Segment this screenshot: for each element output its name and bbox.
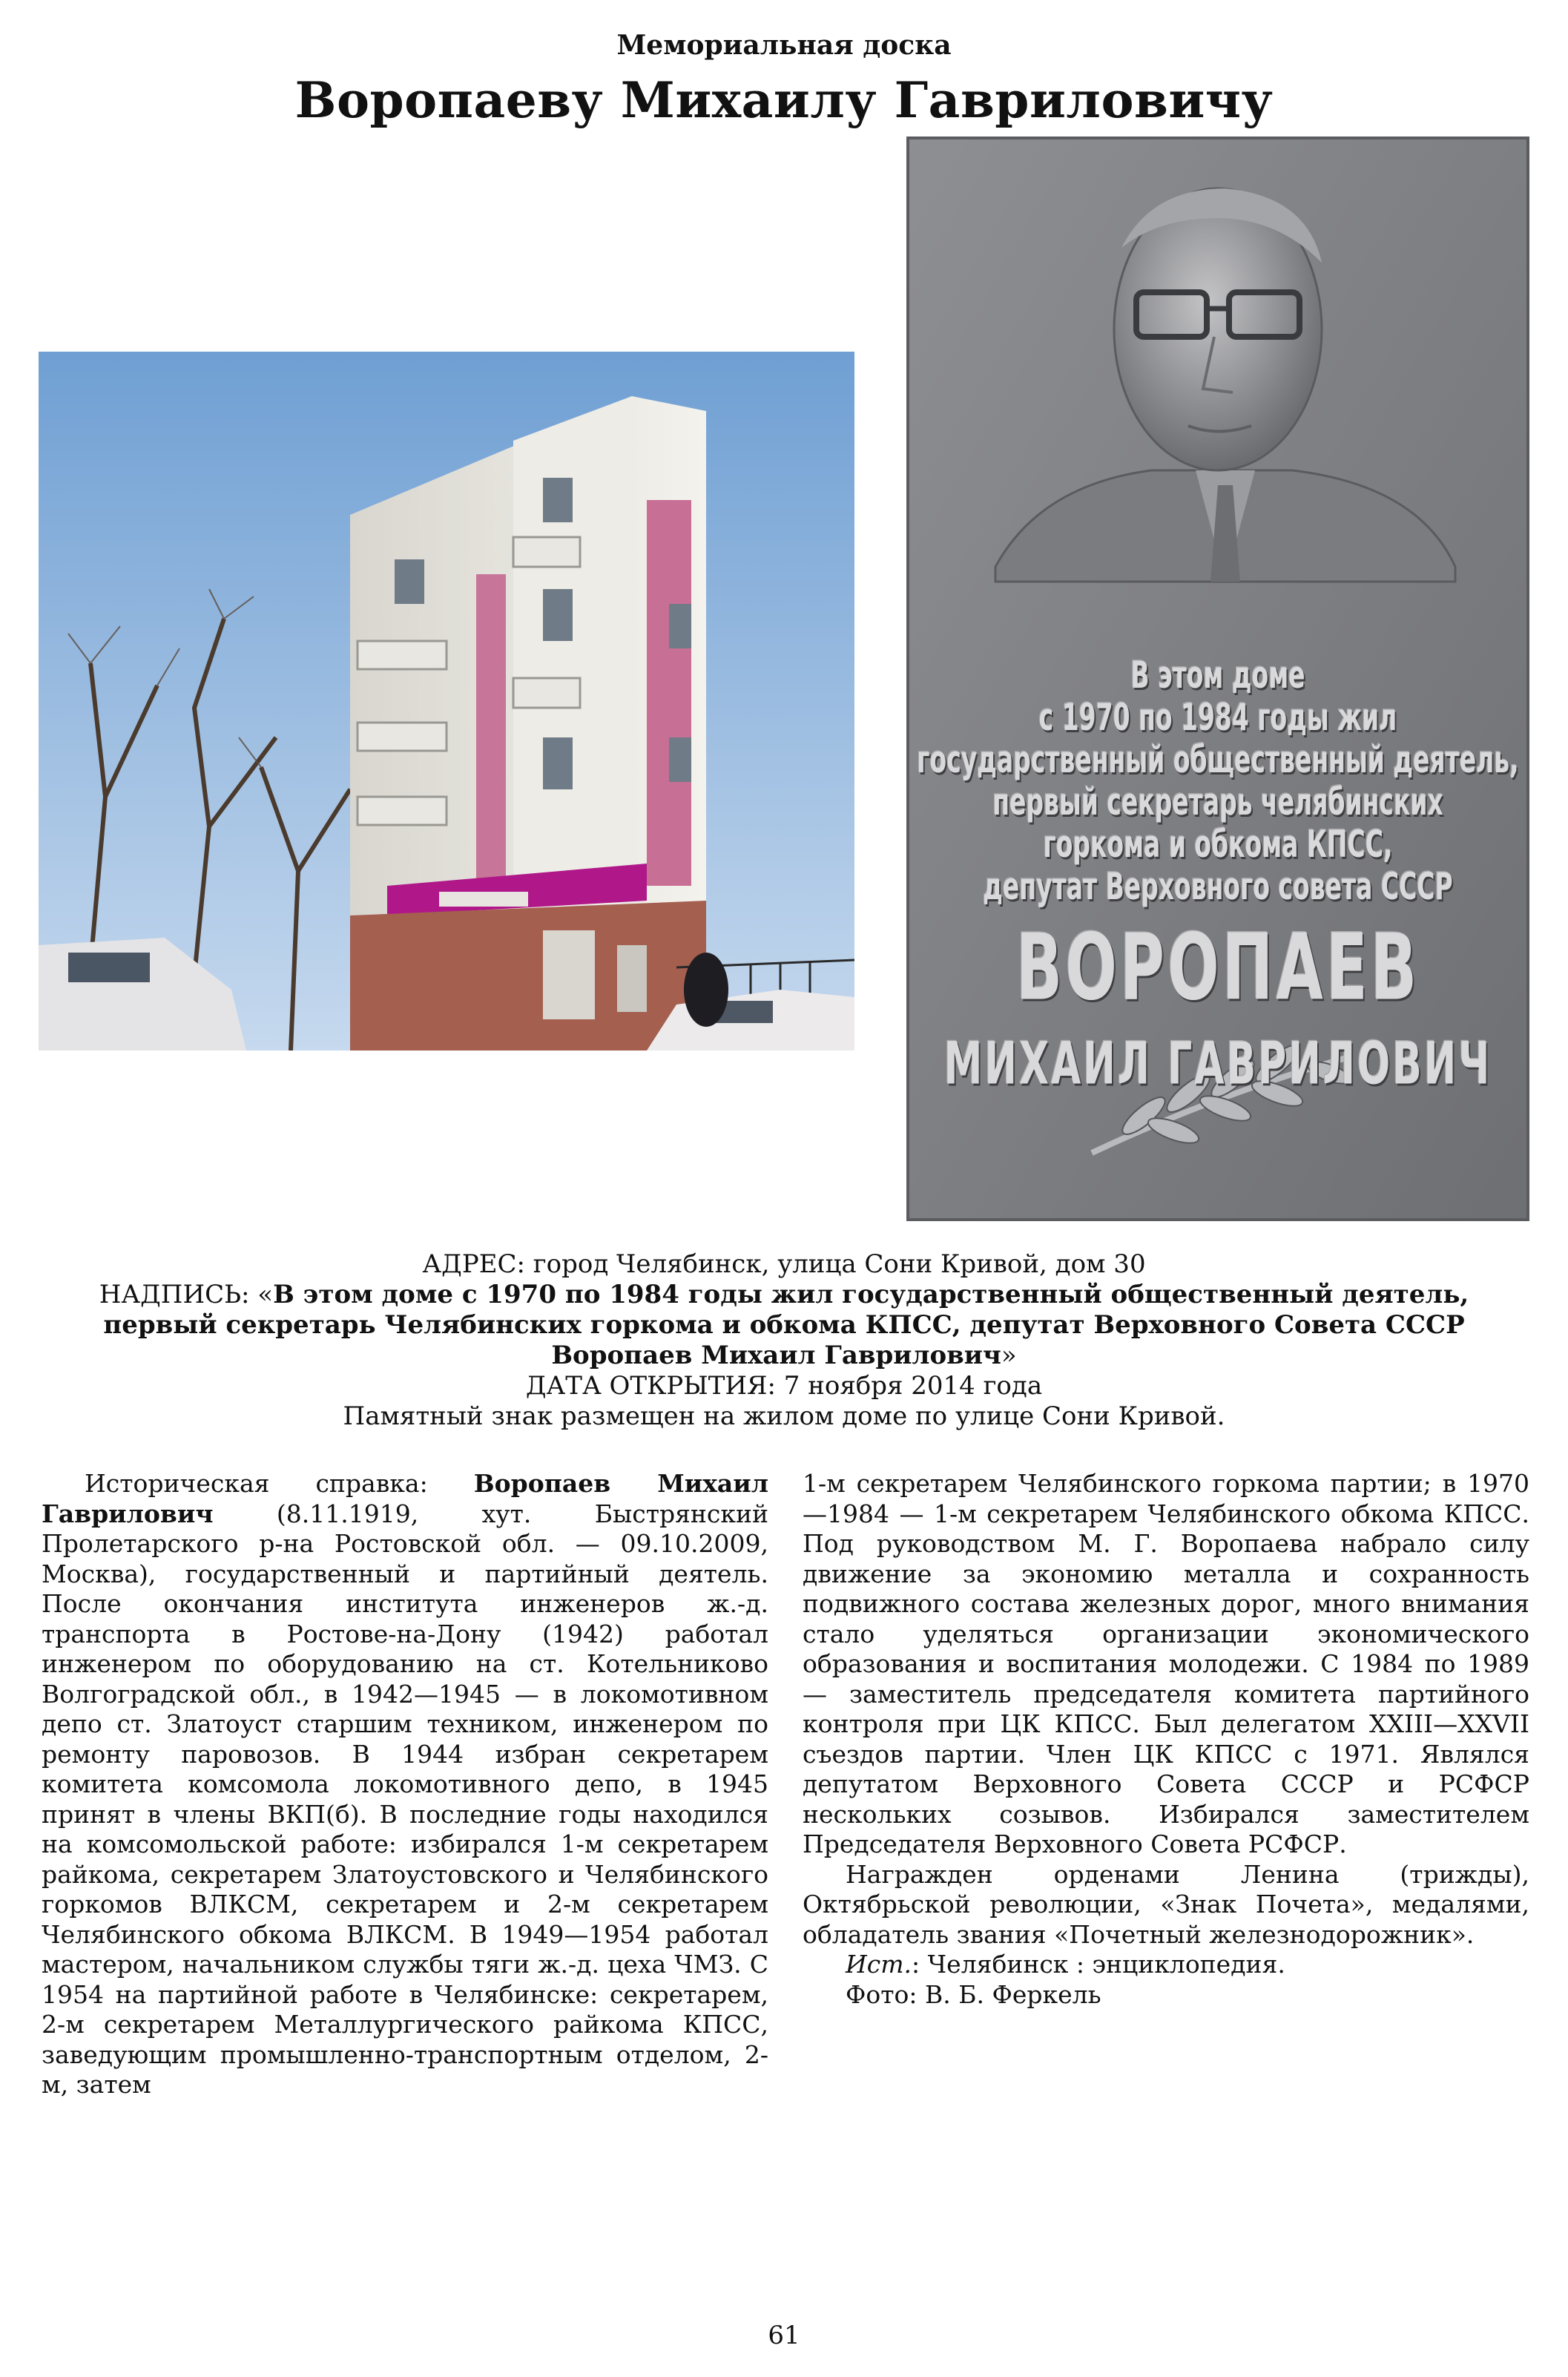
source-line	[803, 1950, 1529, 1980]
source-value: : Челябинск : энциклопедия.	[912, 1950, 1285, 1979]
address-label: АДРЕС:	[422, 1249, 525, 1279]
biography-name: Воропаев Михаил Гаврилович	[42, 1469, 769, 1528]
plaque-photo	[906, 137, 1529, 1221]
plaque-inscription	[906, 654, 1529, 908]
inscription-line	[0, 1341, 1568, 1371]
page-title: Воропаеву Михаилу Гавриловичу	[294, 71, 1274, 129]
plaque-line: горкома и обкома КПСС,	[1043, 822, 1393, 866]
plaque-line: В этом доме	[1130, 653, 1305, 697]
opening-date-line	[0, 1371, 1568, 1401]
biography-right-column	[803, 1469, 1529, 2010]
plaque-given-name: МИХАИЛ ГАВРИЛОВИЧ	[943, 1031, 1492, 1098]
biography-left-column	[42, 1469, 768, 2100]
biography-paragraph: 1-м секретарем Челябинского горкома партии; в 1970—1984 — 1-м секретарем Челябинского обкома КПСС. Под руководством М. Г. Воропаева набрало силу движение за экономию металла и сохранность подвижного состава железных дорог, много внимания стало уделяться организации экономического образования и воспитания молодежи. С 1984 по 1989 — заместитель председателя комитета партийного контроля при ЦК КПСС. Был делегатом XXIII—XXVII съездов партии. Член ЦК КПСС с 1971. Являлся депутатом Верховного Совета СССР и РСФСР нескольких созывов. Избирался заместителем Председателя Верховного Совета РСФСР.	[803, 1469, 1529, 1858]
biography-paragraph	[42, 1469, 768, 2100]
placement-note: Памятный знак размещен на жилом доме по улице Сони Кривой.	[343, 1401, 1225, 1431]
inscription-text-3: Воропаев Михаил Гаврилович	[551, 1341, 1001, 1370]
page-number: 61	[768, 2321, 800, 2350]
page-kicker: Мемориальная доска	[616, 30, 952, 61]
plaque-surname: ВОРОПАЕВ	[1015, 915, 1420, 1022]
plaque-line: депутат Верховного совета СССР	[983, 864, 1453, 908]
plaque-line: с 1970 по 1984 годы жил	[1038, 695, 1397, 739]
monument-info	[0, 1249, 1568, 1432]
inscription-line	[0, 1280, 1568, 1310]
address-value: город Челябинск, улица Сони Кривой, дом 30	[533, 1249, 1146, 1279]
date-label: ДАТА ОТКРЫТИЯ:	[525, 1371, 776, 1401]
biography-intro: Историческая справка:	[85, 1469, 428, 1498]
inscription-close: »	[1001, 1341, 1017, 1370]
inscription-text-2: первый секретарь Челябинских горкома и обкома КПСС, депутат Верховного Совета СССР	[103, 1310, 1465, 1340]
address-line	[0, 1249, 1568, 1280]
biography-text: (8.11.1919, хут. Быстрянский Пролетарского р-на Ростовской обл. — 09.10.2009, Москва), государственный и партийный деятель. После окончания института инженеров ж.-д. транспорта в Ростове-на-Дону (1942) работал инженером по оборудованию на ст. Котельниково Волгоградской обл., в 1942—1945 — в локомотивном депо ст. Златоуст старшим техником, инженером по ремонту паровозов. В 1944 избран секретарем комитета комсомола локомотивного депо, в 1945 принят в члены ВКП(б). В последние годы находился на комсомольской работе: избирался 1-м секретарем райкома, секретарем Златоустовского и Челябинского горкомов ВЛКСМ, секретарем и 2-м секретарем Челябинского обкома ВЛКСМ. В 1949—1954 работал мастером, начальником службы тяги ж.-д. цеха ЧМЗ. С 1954 на партийной работе в Челябинске: секретарем, 2-м секретарем Металлургического райкома КПСС, заведующим промышленно-транспортным отделом, 2-м, затем	[42, 1499, 768, 2099]
awards-paragraph: Награжден орденами Ленина (трижды), Октябрьской революции, «Знак Почета», медалями, обладатель звания «Почетный железнодорожник».	[803, 1859, 1529, 1949]
inscription-text-1: В этом доме с 1970 по 1984 годы жил государственный общественный деятель,	[273, 1280, 1469, 1309]
source-label: Ист.	[846, 1950, 912, 1979]
inscription-line	[0, 1310, 1568, 1341]
plaque-line: государственный общественный деятель,	[917, 737, 1519, 781]
inscription-label: НАДПИСЬ: «	[99, 1280, 274, 1309]
plaque-line: первый секретарь челябинских	[992, 780, 1443, 823]
photo-credit: Фото: В. Б. Феркель	[846, 1979, 1101, 2009]
building-photo	[39, 352, 854, 1051]
date-value: 7 ноября 2014 года	[783, 1371, 1043, 1401]
